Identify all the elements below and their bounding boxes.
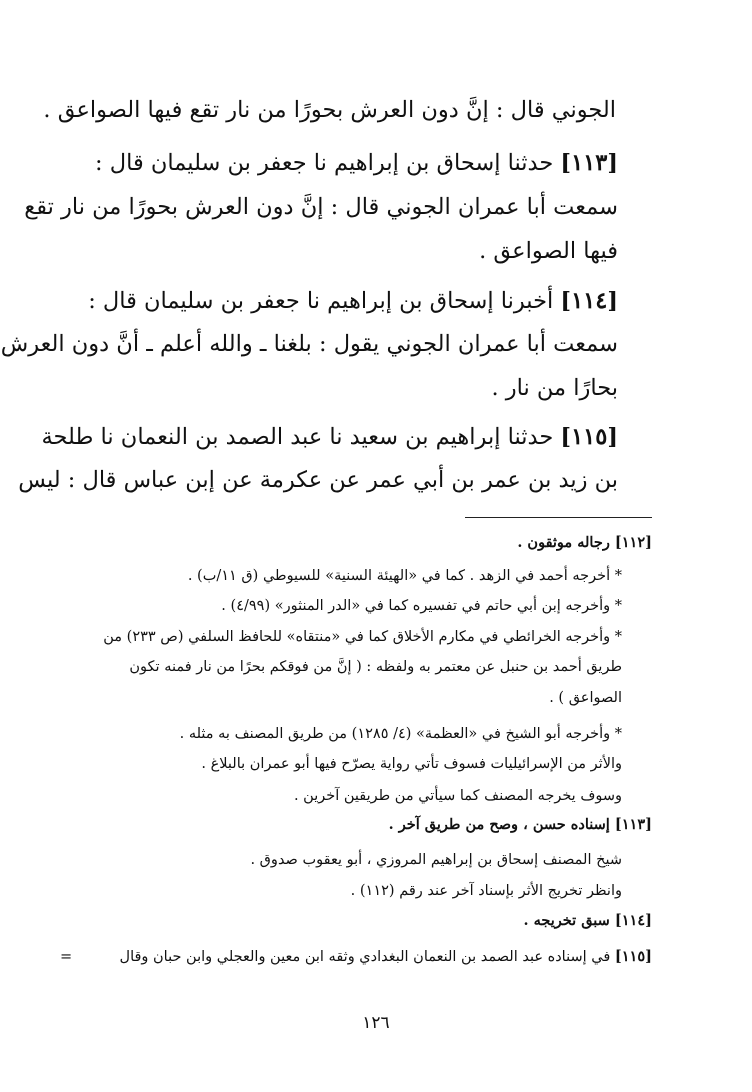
footnote-line-14-number: [١١٥] (614, 948, 652, 965)
footnote-line-7 (180, 727, 622, 742)
main-line-5-text: أخبرنا إسحاق بن إبراهيم نا جعفر بن سليمان قال : (88, 288, 561, 314)
main-line-8 (41, 426, 618, 449)
footnote-line-10 (389, 818, 652, 833)
footnote-line-12-text: وانظر تخريج الأثر بإسناد آخر عند رقم (١١٢) . (350, 883, 622, 899)
main-line-4-text: فيها الصواعق . (479, 238, 618, 264)
footnote-line-11-text: شيخ المصنف إسحاق بن إبراهيم المروزي ، أبو يعقوب صدوق . (250, 852, 622, 868)
footnote-line-13 (523, 914, 652, 929)
main-line-7 (491, 377, 618, 400)
main-line-5-number: [١١٤] (560, 288, 618, 314)
main-line-9-text: بن زيد بن عمر بن أبي عمر عن عكرمة عن إبن عباس قال : ليس (18, 467, 618, 493)
main-line-2-number: [١١٣] (560, 150, 618, 176)
main-line-3 (24, 196, 618, 219)
footnote-line-1-text: رجاله موثقون . (517, 534, 615, 551)
main-line-8-text: حدثنا إبراهيم بن سعيد نا عبد الصمد بن النعمان نا طلحة (41, 424, 561, 450)
footnote-line-7-text: * وأخرجه أبو الشيخ في «العظمة» (٤/ ١٢٨٥) من طريق المصنف به مثله . (179, 726, 622, 742)
main-line-7-text: بحارًا من نار . (491, 375, 618, 401)
footnote-line-6 (549, 691, 622, 706)
footnote-line-9 (294, 789, 622, 804)
footnote-line-9-text: وسوف يخرجه المصنف كما سيأتي من طريقين آخرين . (293, 788, 622, 804)
main-line-6 (1, 333, 618, 356)
footnote-line-1 (517, 536, 652, 551)
main-line-1-text: الجوني قال : إنَّ دون العرش بحورًا من نار تقع فيها الصواعق . (43, 97, 616, 123)
main-line-1 (43, 99, 616, 122)
footnote-line-4 (103, 630, 622, 645)
main-line-2 (95, 152, 618, 175)
footnote-line-12 (351, 884, 622, 899)
footnote-line-4-text: * وأخرجه الخرائطي في مكارم الأخلاق كما في «منتقاه» للحافظ السلفي (ص ٢٣٣) من (103, 629, 622, 645)
footnote-line-10-number: [١١٣] (614, 816, 652, 833)
continuation-mark: = (60, 949, 73, 965)
footnote-line-2-text: * أخرجه أحمد في الزهد . كما في «الهيئة السنية» للسيوطي (ق ١١/ب) . (187, 568, 622, 584)
footnote-line-1-number: [١١٢] (614, 534, 652, 551)
footnote-line-3-text: * وأخرجه إبن أبي حاتم في تفسيره كما في «الدر المنثور» (٤/٩٩) . (221, 598, 622, 614)
footnote-line-13-number: [١١٤] (614, 912, 652, 929)
main-line-9 (18, 469, 618, 492)
main-line-4 (479, 240, 618, 263)
footnote-line-13-text: سبق تخريجه . (523, 912, 615, 929)
main-line-5 (88, 290, 618, 313)
footnote-separator (465, 517, 652, 518)
footnote-line-5 (129, 660, 622, 675)
footnote-line-6-text: الصواعق ) . (549, 690, 622, 706)
footnote-line-2 (188, 569, 622, 584)
footnote-line-5-text: طريق أحمد بن حنبل عن معتمر به ولفظه : ( إنَّ من فوقكم بحرًا من نار فمنه تكون (129, 659, 622, 675)
footnote-line-10-text: إسناده حسن ، وصح من طريق آخر . (388, 816, 615, 833)
main-line-3-text: سمعت أبا عمران الجوني قال : إنَّ دون العرش بحورًا من نار تقع (24, 194, 618, 220)
page-number: ١٢٦ (362, 1013, 390, 1033)
footnote-line-8-text: والأثر من الإسرائيليات فسوف تأتي رواية يصرّح فيها أبو عمران بالبلاغ . (201, 756, 622, 772)
main-line-2-text: حدثنا إسحاق بن إبراهيم نا جعفر بن سليمان قال : (95, 150, 561, 176)
footnote-line-14-text: في إسناده عبد الصمد بن النعمان البغدادي وثقه ابن معين والعجلي وابن حبان وقال (119, 949, 615, 965)
footnote-line-11 (250, 853, 622, 868)
main-line-6-text: سمعت أبا عمران الجوني يقول : بلغنا ـ والله أعلم ـ أنَّ دون العرش (0, 331, 618, 357)
footnote-line-14 (120, 950, 652, 965)
main-line-8-number: [١١٥] (560, 424, 618, 450)
footnote-line-3 (221, 599, 622, 614)
footnote-line-8 (201, 757, 622, 772)
